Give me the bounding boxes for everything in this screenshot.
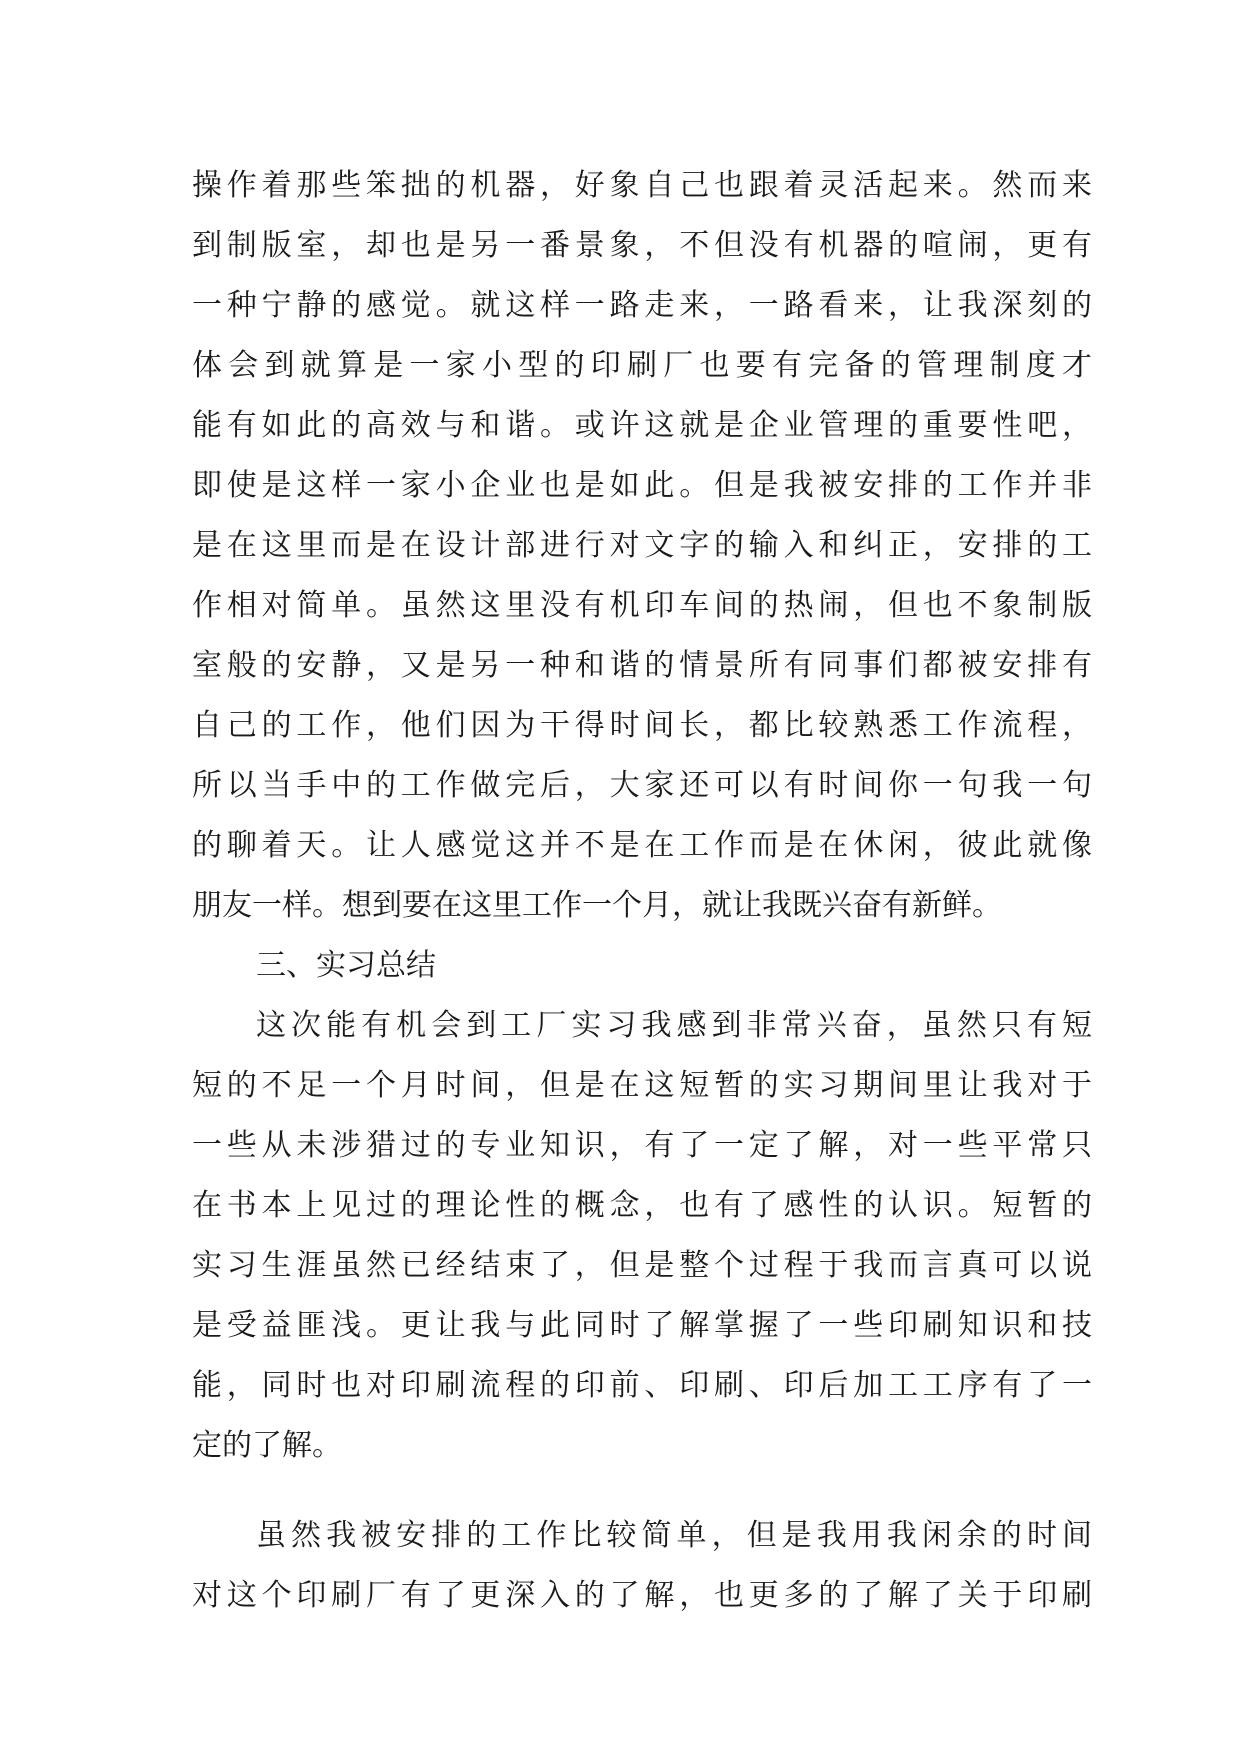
text-line: 能有如此的高效与和谐。或许这就是企业管理的重要性吧， [192, 408, 1092, 443]
text-line: 是在这里而是在设计部进行对文字的输入和纠正，安排的工 [192, 528, 1092, 563]
text-line: 到制版室，却也是另一番景象，不但没有机器的喧闹，更有 [192, 228, 1092, 263]
text-line: 体会到就算是一家小型的印刷厂也要有完备的管理制度才 [192, 348, 1092, 383]
text-line: 在书本上见过的理论性的概念，也有了感性的认识。短暂的 [192, 1188, 1092, 1223]
text-line: 室般的安静，又是另一种和谐的情景所有同事们都被安排有 [192, 648, 1092, 683]
text-line: 定的了解。 [192, 1428, 342, 1463]
text-line: 短的不足一个月时间，但是在这短暂的实习期间里让我对于 [192, 1068, 1092, 1103]
text-line: 一些从未涉猎过的专业知识，有了一定了解，对一些平常只 [192, 1128, 1092, 1163]
text-line: 能，同时也对印刷流程的印前、印刷、印后加工工序有了一 [192, 1368, 1092, 1403]
text-line: 自己的工作，他们因为干得时间长，都比较熟悉工作流程， [192, 708, 1092, 743]
text-line: 实习生涯虽然已经结束了，但是整个过程于我而言真可以说 [192, 1248, 1092, 1283]
text-line: 对这个印刷厂有了更深入的了解，也更多的了解了关于印刷 [192, 1578, 1092, 1613]
paragraph-3 [192, 1506, 1092, 1626]
text-line: 即使是这样一家小企业也是如此。但是我被安排的工作并非 [192, 468, 1092, 503]
text-line: 作相对简单。虽然这里没有机印车间的热闹，但也不象制版 [192, 588, 1092, 623]
paragraph-1 [192, 156, 1092, 936]
paragraph-spacer [192, 1476, 1092, 1506]
body-text [192, 156, 1092, 1626]
section-heading: 三、实习总结 [256, 948, 436, 983]
text-line: 操作着那些笨拙的机器，好象自己也跟着灵活起来。然而来 [192, 168, 1092, 203]
text-line: 的聊着天。让人感觉这并不是在工作而是在休闲，彼此就像 [192, 828, 1092, 863]
paragraph-2 [192, 996, 1092, 1476]
text-line: 这次能有机会到工厂实习我感到非常兴奋，虽然只有短 [256, 1008, 1092, 1043]
text-line: 朋友一样。想到要在这里工作一个月，就让我既兴奋有新鲜。 [192, 888, 1002, 923]
text-line: 是受益匪浅。更让我与此同时了解掌握了一些印刷知识和技 [192, 1308, 1092, 1343]
text-line: 虽然我被安排的工作比较简单，但是我用我闲余的时间 [256, 1518, 1092, 1553]
text-line: 所以当手中的工作做完后，大家还可以有时间你一句我一句 [192, 768, 1092, 803]
text-line: 一种宁静的感觉。就这样一路走来，一路看来，让我深刻的 [192, 288, 1092, 323]
